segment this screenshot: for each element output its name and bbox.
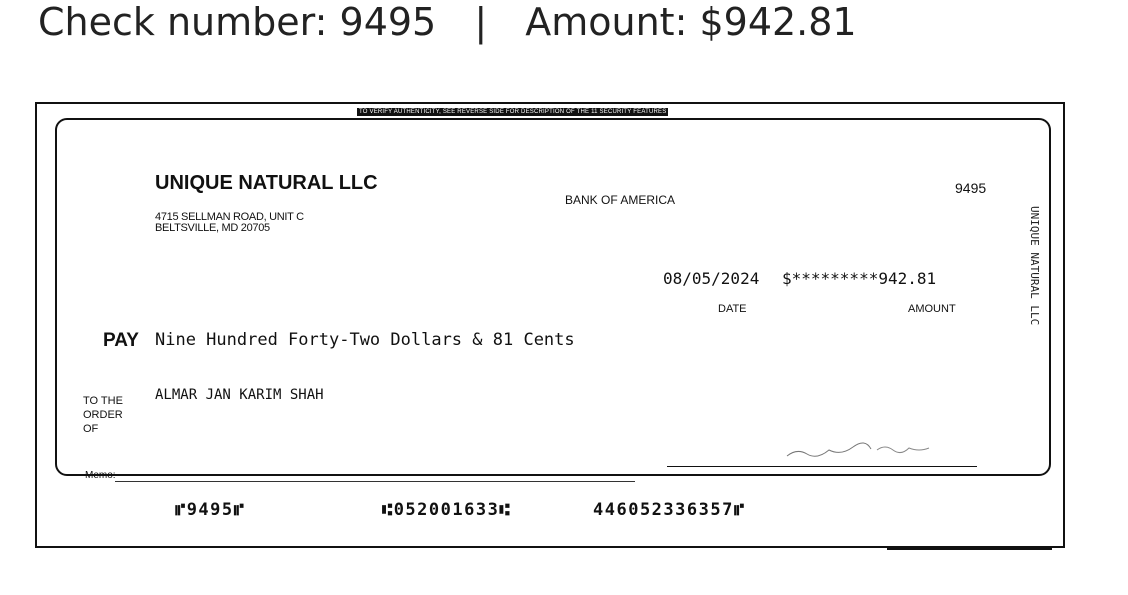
bank-name: BANK OF AMERICA	[565, 193, 676, 207]
memo-label: Memo:	[85, 470, 116, 481]
order-label-line3: OF	[83, 423, 99, 435]
pay-label: PAY	[103, 330, 139, 351]
payee-name: ALMAR JAN KARIM SHAH	[155, 387, 324, 403]
memo-line	[115, 481, 635, 482]
header-separator: |	[474, 0, 488, 44]
micr-routing-number: ⑆052001633⑆	[382, 500, 512, 520]
check-number-value: 9495	[339, 0, 437, 44]
payer-address	[155, 212, 304, 234]
amount-value: $942.81	[699, 0, 857, 44]
micr-check-number: ⑈9495⑈	[175, 500, 246, 520]
order-label-line1: TO THE	[83, 395, 123, 407]
check-summary-header	[38, 0, 857, 50]
security-features-text: TO VERIFY AUTHENTICITY, SEE REVERSE SIDE FOR DESCRIPTION OF THE 11 SECURITY FEATURES	[359, 109, 667, 115]
vertical-endorsement-text: UNIQUE NATURAL LLC	[1028, 206, 1041, 326]
payer-address-line1: 4715 SELLMAN ROAD, UNIT C	[155, 211, 304, 223]
check-amount: $*********942.81	[782, 269, 937, 288]
payer-address-line2: BELTSVILLE, MD 20705	[155, 222, 270, 234]
check-date: 08/05/2024	[663, 269, 760, 288]
check-number-label: Check number:	[38, 0, 328, 44]
to-the-order-of-label	[83, 394, 143, 436]
written-amount: Nine Hundred Forty-Two Dollars & 81 Cents	[155, 330, 575, 350]
signature-scribble	[727, 430, 957, 464]
micr-account-number: 446052336357⑈	[593, 500, 746, 520]
amount-label: Amount:	[525, 0, 688, 44]
payer-company-name: UNIQUE NATURAL LLC	[155, 172, 378, 194]
date-label: DATE	[718, 303, 747, 315]
check-image	[35, 102, 1065, 548]
amount-field-label: AMOUNT	[908, 303, 956, 315]
order-label-line2: ORDER	[83, 409, 123, 421]
signature-line	[667, 466, 977, 467]
check-number: 9495	[955, 180, 987, 196]
bottom-edge-line	[887, 548, 1052, 550]
